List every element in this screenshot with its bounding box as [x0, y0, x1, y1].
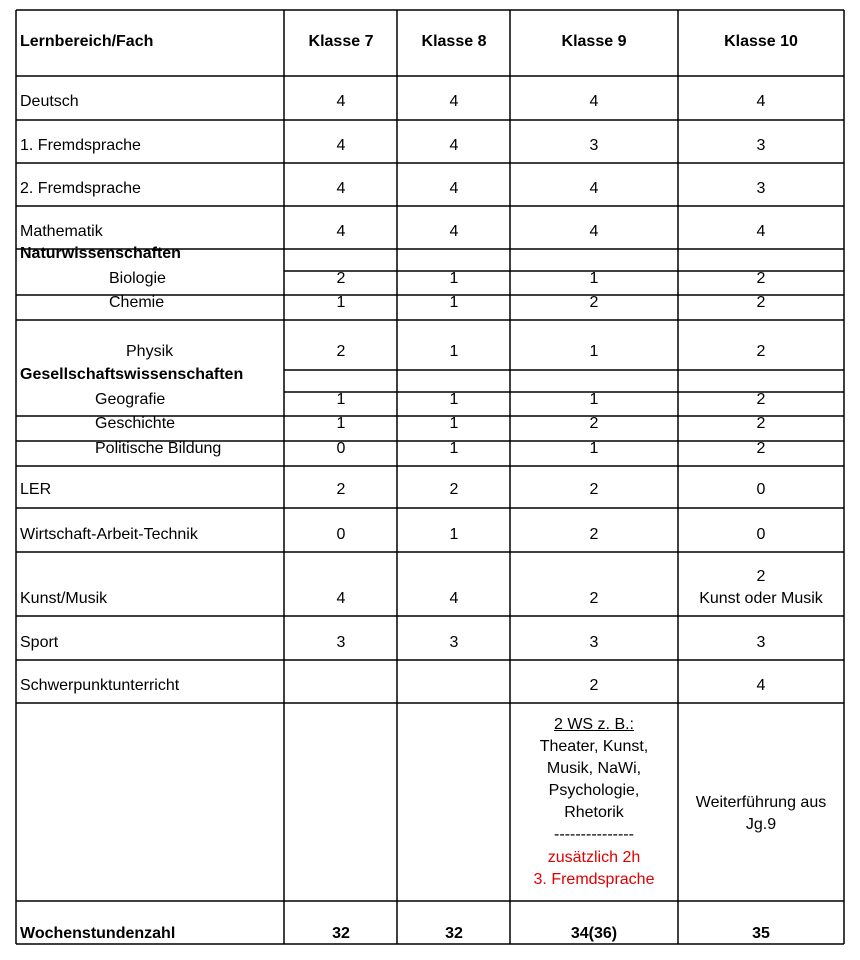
hours-value: 4 — [336, 223, 346, 240]
hours-value: 1 — [589, 440, 599, 457]
hours-value: 3 — [589, 634, 599, 651]
hours-value: 1 — [336, 294, 346, 311]
subject-label: Geografie — [95, 391, 166, 408]
subject-label: Politische Bildung — [95, 440, 222, 457]
hours-value: 2 — [589, 481, 599, 498]
electives-line: Theater, Kunst, — [539, 738, 649, 755]
hours-value: 1 — [336, 415, 346, 432]
electives-line: Musik, NaWi, — [546, 760, 642, 777]
electives-line: Rhetorik — [564, 804, 624, 821]
electives-continuation: Weiterführung aus — [695, 794, 827, 811]
weekly-total: 32 — [445, 925, 463, 942]
hours-value: 2 — [756, 294, 766, 311]
hours-value: 0 — [336, 440, 346, 457]
hours-value: 1 — [589, 270, 599, 287]
footer-label: Wochenstundenzahl — [20, 925, 176, 942]
section-heading: Naturwissenschaften — [20, 245, 181, 262]
hours-value: 4 — [589, 223, 599, 240]
hours-value: 4 — [756, 93, 766, 110]
hours-value: 4 — [756, 223, 766, 240]
hours-value: 4 — [449, 93, 459, 110]
weekly-total: 32 — [332, 925, 350, 942]
hours-value: 1 — [589, 391, 599, 408]
header-class-8: Klasse 8 — [421, 33, 487, 50]
section-heading: Gesellschaftswissenschaften — [20, 366, 244, 383]
hours-value: 2 — [756, 440, 766, 457]
header-subject: Lernbereich/Fach — [20, 33, 154, 50]
electives-line: Psychologie, — [548, 782, 640, 799]
hours-value: 2 — [336, 343, 346, 360]
hours-value: 0 — [336, 526, 346, 543]
hours-value: 2 — [336, 481, 346, 498]
weekly-total: 35 — [752, 925, 770, 942]
hours-value: 1 — [449, 343, 459, 360]
hours-value: 2 — [589, 526, 599, 543]
hours-value: 4 — [336, 590, 346, 607]
subject-label: Schwerpunktunterricht — [20, 677, 180, 694]
hours-value: 2 — [589, 590, 599, 607]
hours-note: Kunst oder Musik — [699, 590, 823, 607]
hours-value: 2 — [756, 343, 766, 360]
hours-value: 3 — [756, 634, 766, 651]
hours-value: 3 — [756, 180, 766, 197]
hours-value: 1 — [449, 270, 459, 287]
subject-label: Wirtschaft-Arbeit-Technik — [20, 526, 198, 543]
hours-value: 2 — [756, 568, 766, 585]
subject-label: LER — [20, 481, 52, 498]
hours-value: 4 — [449, 223, 459, 240]
subject-label: 1. Fremdsprache — [20, 137, 141, 154]
subject-label: Mathematik — [20, 223, 103, 240]
hours-value: 2 — [589, 294, 599, 311]
subject-label: Biologie — [109, 270, 166, 287]
hours-value: 0 — [756, 526, 766, 543]
hours-value: 2 — [589, 415, 599, 432]
hours-value: 3 — [336, 634, 346, 651]
hours-value: 1 — [449, 440, 459, 457]
hours-value: 0 — [756, 481, 766, 498]
electives-extra: 3. Fremdsprache — [533, 871, 655, 888]
subject-label: Deutsch — [20, 93, 79, 110]
hours-value: 1 — [449, 391, 459, 408]
hours-value: 4 — [336, 137, 346, 154]
hours-value: 2 — [756, 391, 766, 408]
electives-heading: 2 WS z. B.: — [553, 716, 634, 733]
hours-value: 4 — [589, 93, 599, 110]
hours-value: 1 — [449, 294, 459, 311]
hours-value: 1 — [449, 526, 459, 543]
hours-value: 4 — [336, 93, 346, 110]
subject-label: Kunst/Musik — [20, 590, 108, 607]
hours-value: 1 — [449, 415, 459, 432]
hours-value: 2 — [756, 270, 766, 287]
hours-value: 4 — [336, 180, 346, 197]
subject-label: Sport — [20, 634, 59, 651]
subject-label: Physik — [126, 343, 174, 360]
subject-label: Geschichte — [95, 415, 176, 432]
electives-separator: --------------- — [554, 826, 634, 843]
hours-value: 4 — [589, 180, 599, 197]
hours-value: 3 — [589, 137, 599, 154]
hours-value: 2 — [756, 415, 766, 432]
subject-label: Chemie — [109, 294, 165, 311]
hours-value: 1 — [336, 391, 346, 408]
header-class-10: Klasse 10 — [724, 33, 798, 50]
electives-extra: zusätzlich 2h — [547, 849, 641, 866]
hours-value: 2 — [589, 677, 599, 694]
weekly-total: 34(36) — [570, 925, 618, 942]
hours-value: 3 — [449, 634, 459, 651]
hours-value: 4 — [449, 180, 459, 197]
hours-value: 1 — [589, 343, 599, 360]
header-class-7: Klasse 7 — [308, 33, 374, 50]
hours-value: 4 — [449, 137, 459, 154]
hours-value: 2 — [449, 481, 459, 498]
hours-value: 2 — [336, 270, 346, 287]
hours-value: 3 — [756, 137, 766, 154]
hours-value: 4 — [756, 677, 766, 694]
header-class-9: Klasse 9 — [561, 33, 627, 50]
electives-continuation: Jg.9 — [745, 816, 777, 833]
hours-value: 4 — [449, 590, 459, 607]
subject-label: 2. Fremdsprache — [20, 180, 141, 197]
